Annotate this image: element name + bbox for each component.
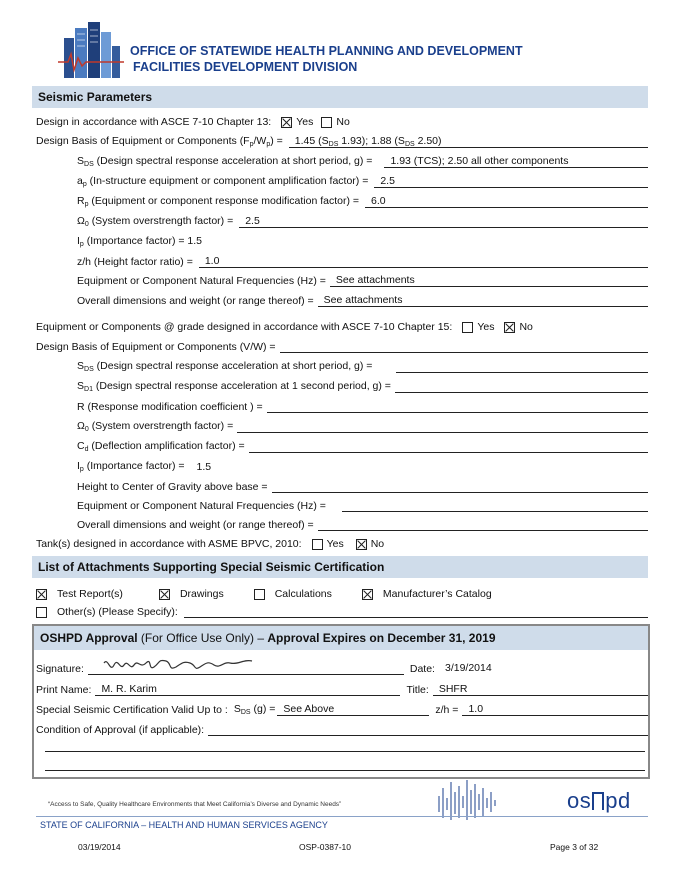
others-row [36, 603, 648, 618]
freq15-value[interactable] [342, 499, 648, 512]
rp-row [77, 193, 648, 208]
oshpd-building-logo [58, 18, 124, 80]
sds-value[interactable]: 1.93 (TCS); 2.50 all other components [384, 155, 648, 168]
zh-label: z/h (Height factor ratio) = [77, 256, 193, 268]
test-reports-label: Test Report(s) [57, 588, 123, 600]
rp-label: $R_p$ (Equipment or component response modification factor) = [77, 195, 360, 208]
attachments-row [36, 585, 648, 600]
tank-row [36, 535, 648, 550]
sd1-row [77, 378, 648, 393]
attachments-section-header: List of Attachments Supporting Special Seismic Certification [32, 556, 648, 578]
ch13-yes-checkbox[interactable] [281, 117, 292, 128]
ch15-row [36, 318, 648, 333]
dims15-row [77, 516, 648, 531]
date-label: Date: [409, 663, 435, 675]
basis-value[interactable]: 1.45 ($S_{DS}$ 1.93); 1.88 ($S_{DS}$ 2.50) [289, 135, 648, 148]
catalog-checkbox[interactable] [362, 589, 373, 600]
ch15-no-label: No [519, 321, 533, 333]
freq15-row [77, 497, 648, 512]
ap-value[interactable]: 2.5 [374, 175, 648, 188]
test-reports-checkbox[interactable] [36, 589, 47, 600]
catalog-label: Manufacturer’s Catalog [382, 588, 492, 600]
tank-no-label: No [370, 538, 385, 550]
ch15-no-checkbox[interactable] [504, 322, 515, 333]
dims15-label: Overall dimensions and weight (or range thereof) = [77, 519, 314, 531]
cd-value[interactable] [249, 440, 648, 453]
ip-label: $I_p$ (Importance factor) = 1.5 [77, 235, 203, 248]
ch15-label: Equipment or Components @ grade designed in accordance with ASCE 7-10 Chapter 15: [36, 321, 453, 333]
others-value[interactable] [184, 605, 648, 618]
zh-row [77, 253, 648, 268]
dims-value[interactable]: See attachments [318, 294, 648, 307]
hcg-value[interactable] [272, 480, 648, 493]
print-name-label: Print Name: [36, 684, 92, 696]
valid-zh-label: z/h = [435, 704, 459, 716]
freq15-label: Equipment or Component Natural Frequencies (Hz) = [77, 500, 326, 512]
ch13-no-checkbox[interactable] [321, 117, 332, 128]
freq-value[interactable]: See attachments [330, 274, 648, 287]
sds15-row [77, 358, 648, 373]
valid-sds-label: $S_{DS}$ (g) = [233, 703, 276, 716]
tank-label: Tank(s) designed in accordance with ASME BPVC, 2010: [36, 538, 302, 550]
ap-label: $a_p$ (In-structure equipment or component amplification factor) = [77, 175, 369, 188]
basis15-row [36, 338, 648, 353]
omega15-label: $\Omega_0$ (System overstrength factor) = [77, 420, 234, 433]
r-value[interactable] [267, 400, 648, 413]
header-title-line2: FACILITIES DEVELOPMENT DIVISION [133, 60, 358, 74]
ch13-row [36, 113, 648, 128]
omega-row [77, 213, 648, 228]
title-label: Title: [406, 684, 429, 696]
tank-no-checkbox[interactable] [356, 539, 367, 550]
valid-row [36, 701, 648, 716]
freq-row [77, 272, 648, 287]
signature-label: Signature: [36, 663, 84, 675]
others-label: Other(s) (Please Specify): [57, 606, 178, 618]
basis-row [36, 133, 648, 148]
seismic-section-header: Seismic Parameters [32, 86, 648, 108]
signature-row [36, 657, 648, 675]
footer-page-number: Page 3 of 32 [550, 842, 599, 852]
footer-divider [36, 816, 648, 817]
ip15-label: $I_p$ (Importance factor) = [77, 460, 185, 473]
footer-date: 03/19/2014 [78, 842, 121, 852]
valid-zh-value[interactable]: 1.0 [462, 703, 648, 716]
others-checkbox[interactable] [36, 607, 47, 618]
handwritten-signature [100, 653, 260, 675]
title-value[interactable]: SHFR [433, 683, 648, 696]
footer-form-number: OSP-0387-10 [299, 842, 351, 852]
basis-label: Design Basis of Equipment or Components $(F_p/W_p)$ = [36, 135, 283, 148]
ch13-no-label: No [336, 116, 350, 128]
dims-row [77, 292, 648, 307]
hcg-label: Height to Center of Gravity above base = [77, 481, 268, 493]
date-value[interactable]: 3/19/2014 [444, 662, 492, 674]
print-name-row [36, 681, 648, 696]
tank-yes-label: Yes [326, 538, 344, 550]
ch15-yes-label: Yes [477, 321, 495, 333]
rp-value[interactable]: 6.0 [365, 195, 648, 208]
ip15-value: 1.5 [196, 461, 212, 473]
condition-row [36, 721, 648, 736]
basis15-label: Design Basis of Equipment or Components (V/W) = [36, 341, 276, 353]
ap-row [77, 173, 648, 188]
hcg-row [77, 478, 648, 493]
ip15-row [77, 458, 648, 473]
signature-field[interactable] [88, 657, 404, 675]
tank-yes-checkbox[interactable] [312, 539, 323, 550]
drawings-checkbox[interactable] [159, 589, 170, 600]
dims-label: Overall dimensions and weight (or range thereof) = [77, 295, 314, 307]
sds-label: $S_{DS}$ (Design spectral response acceleration at short period, g) = [77, 155, 373, 168]
header-title-line1: OFFICE OF STATEWIDE HEALTH PLANNING AND DEVELOPMENT [130, 44, 523, 58]
cd-row [77, 438, 648, 453]
sd1-label: $S_{D1}$ (Design spectral response acceleration at 1 second period, g) = [77, 380, 391, 393]
footer-motto: “Access to Safe, Quality Healthcare Environments that Meet California’s Diverse and Dynamic Needs” [48, 801, 342, 808]
omega-label: $\Omega_0$ (System overstrength factor) = [77, 215, 234, 228]
ch13-label: Design in accordance with ASCE 7-10 Chapter 13: [36, 116, 272, 128]
ch15-yes-checkbox[interactable] [462, 322, 473, 333]
valid-label: Special Seismic Certification Valid Up to : [36, 704, 228, 716]
ch13-yes-label: Yes [296, 116, 314, 128]
r-row [77, 398, 648, 413]
oshpd-logo: os pd [567, 788, 631, 813]
condition-value[interactable] [208, 723, 648, 736]
condition-line-2[interactable] [45, 751, 645, 752]
zh-value[interactable]: 1.0 [199, 255, 648, 268]
dims15-value[interactable] [318, 518, 648, 531]
omega15-value[interactable] [237, 420, 648, 433]
sds15-label: $S_{DS}$ (Design spectral response acceleration at short period, g) = [77, 360, 373, 373]
footer-agency: STATE OF CALIFORNIA – HEALTH AND HUMAN SERVICES AGENCY [40, 820, 328, 830]
basis15-value[interactable] [280, 340, 648, 353]
condition-label: Condition of Approval (if applicable): [36, 724, 205, 736]
sd1-value[interactable] [395, 380, 648, 393]
freq-label: Equipment or Component Natural Frequencies (Hz) = [77, 275, 326, 287]
condition-line-3[interactable] [45, 770, 645, 771]
valid-value[interactable]: See Above [277, 703, 429, 716]
sds-row [77, 153, 648, 168]
calculations-label: Calculations [274, 588, 332, 600]
cd-label: $C_d$ (Deflection amplification factor) = [77, 440, 245, 453]
calculations-checkbox[interactable] [254, 589, 265, 600]
omega-value[interactable]: 2.5 [239, 215, 648, 228]
r-label: R (Response modification coefficient ) = [77, 401, 263, 413]
approval-header: OSHPD Approval (For Office Use Only) – Approval Expires on December 31, 2019 [34, 626, 648, 650]
print-name-value[interactable]: M. R. Karim [95, 683, 400, 696]
sds15-value[interactable] [396, 360, 648, 373]
omega15-row [77, 418, 648, 433]
drawings-label: Drawings [179, 588, 224, 600]
ip-row [77, 233, 648, 248]
